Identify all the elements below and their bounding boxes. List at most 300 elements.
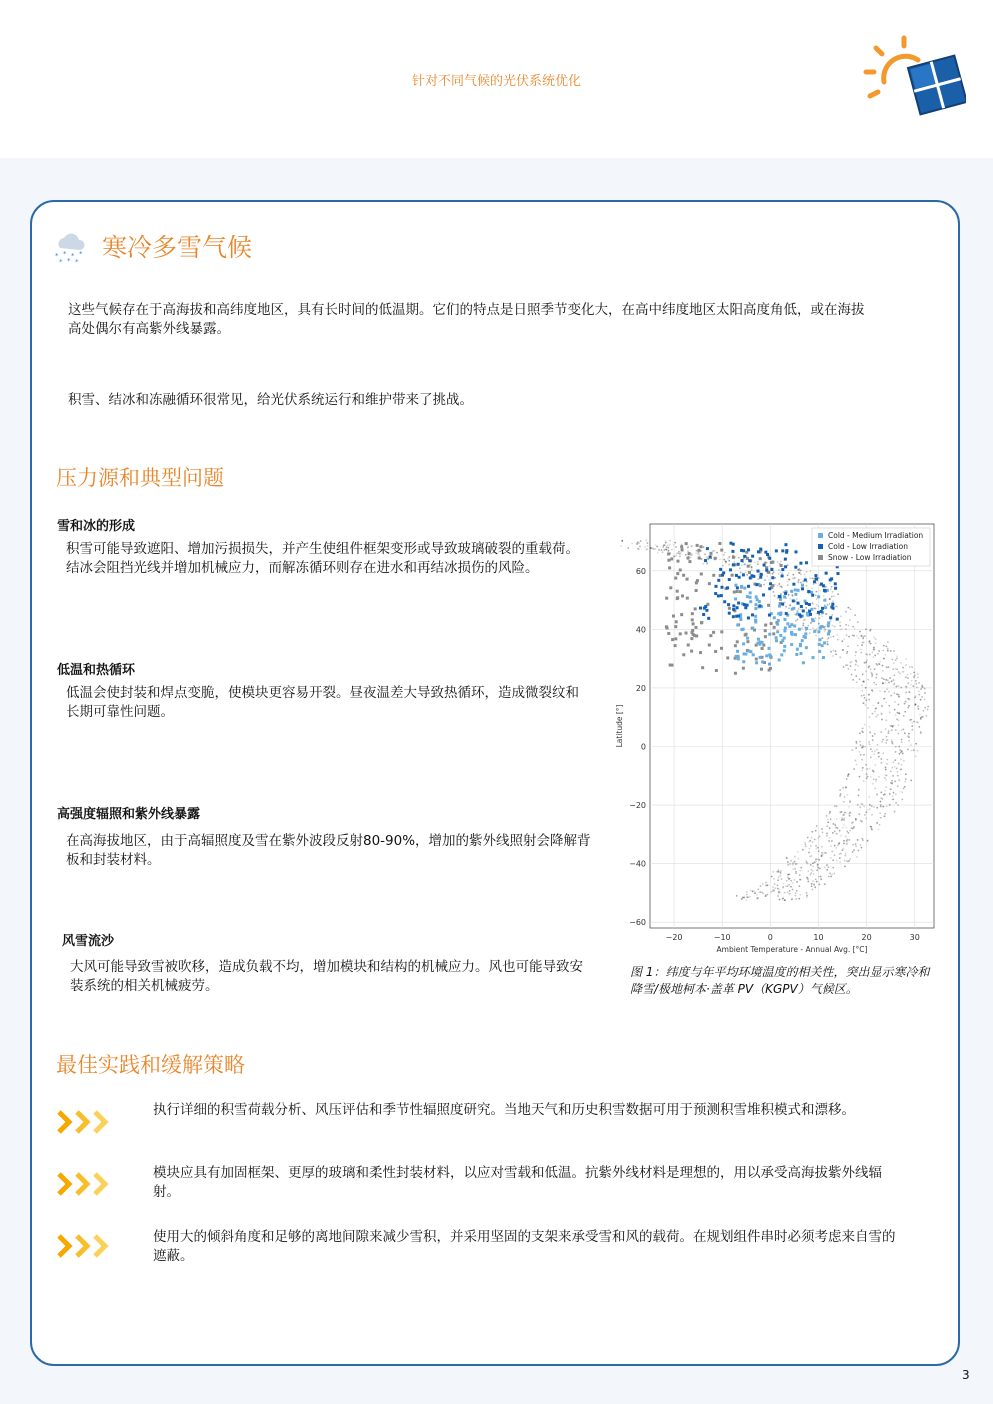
ridge-point	[901, 751, 903, 753]
snow-low-point	[674, 577, 677, 580]
ridge-point	[780, 593, 782, 595]
ridge-point	[889, 677, 891, 679]
cold-low-point	[809, 613, 812, 616]
ridge-point	[818, 623, 820, 625]
snow-low-point	[665, 625, 668, 628]
snow-low-point	[761, 647, 764, 650]
ridge-point	[728, 560, 730, 562]
ridge-point	[829, 603, 831, 605]
ridge-point	[867, 809, 869, 811]
snow-low-point	[675, 620, 678, 623]
ridge-point	[834, 831, 836, 833]
ridge-point	[656, 546, 658, 548]
cold-low-point	[699, 607, 702, 610]
ridge-point	[837, 827, 839, 829]
ridge-point	[829, 827, 831, 829]
cold-medium-point	[749, 591, 752, 594]
ridge-point	[879, 824, 881, 826]
ridge-point	[676, 552, 678, 554]
ridge-point	[759, 891, 761, 893]
cold-low-point	[729, 568, 732, 571]
ridge-point	[888, 732, 890, 734]
ridge-point	[883, 794, 885, 796]
ridge-point	[823, 595, 825, 597]
cold-low-point	[751, 613, 754, 616]
ridge-point	[814, 861, 816, 863]
ridge-point	[792, 889, 794, 891]
ridge-point	[794, 895, 796, 897]
ridge-point	[836, 833, 838, 835]
ridge-point	[815, 860, 817, 862]
ridge-point	[860, 648, 862, 650]
ridge-point	[867, 776, 869, 778]
ridge-point	[893, 725, 895, 727]
ridge-point	[921, 696, 923, 698]
ridge-point	[890, 782, 892, 784]
cold-medium-point	[811, 656, 814, 659]
ridge-point	[789, 890, 791, 892]
ridge-point	[865, 699, 867, 701]
ridge-point	[803, 622, 805, 624]
ridge-point	[787, 885, 789, 887]
snow-low-point	[686, 597, 689, 600]
ridge-point	[896, 767, 898, 769]
ridge-point	[885, 719, 887, 721]
ridge-point	[883, 678, 885, 680]
ridge-point	[816, 591, 818, 593]
cold-low-point	[704, 605, 707, 608]
snow-low-point	[667, 552, 670, 555]
ridge-point	[639, 546, 641, 548]
ridge-point	[915, 755, 917, 757]
ridge-point	[782, 591, 784, 593]
ridge-point	[855, 845, 857, 847]
ridge-point	[846, 778, 848, 780]
ridge-point	[868, 796, 870, 798]
ridge-point	[875, 781, 877, 783]
ridge-point	[795, 620, 797, 622]
ridge-point	[869, 732, 871, 734]
cold-medium-point	[780, 653, 783, 656]
ridge-point	[857, 645, 859, 647]
cold-medium-point	[781, 639, 784, 642]
snow-low-point	[728, 607, 731, 610]
ridge-point	[863, 805, 865, 807]
ridge-point	[858, 794, 860, 796]
ridge-point	[800, 569, 802, 571]
ridge-point	[881, 719, 883, 721]
ridge-point	[885, 742, 887, 744]
ridge-point	[743, 564, 745, 566]
ridge-point	[859, 678, 861, 680]
cold-low-point	[747, 585, 750, 588]
ridge-point	[750, 889, 752, 891]
cold-low-point	[728, 578, 731, 581]
ridge-point	[761, 891, 763, 893]
ridge-point	[855, 651, 857, 653]
ridge-point	[818, 614, 820, 616]
ridge-point	[895, 802, 897, 804]
cold-low-point	[732, 615, 735, 618]
snow-low-point	[773, 626, 776, 629]
ridge-point	[780, 870, 782, 872]
ridge-point	[832, 832, 834, 834]
ridge-point	[777, 585, 779, 587]
ridge-point	[809, 856, 811, 858]
cold-low-point	[792, 599, 795, 602]
ridge-point	[859, 806, 861, 808]
cold-medium-point	[783, 595, 786, 598]
ridge-point	[872, 690, 874, 692]
snow-low-point	[699, 545, 702, 548]
ridge-point	[800, 582, 802, 584]
snow-low-point	[770, 561, 773, 564]
ridge-point	[872, 713, 874, 715]
ridge-point	[738, 557, 740, 559]
ridge-point	[812, 870, 814, 872]
ridge-point	[840, 793, 842, 795]
ridge-point	[701, 558, 703, 560]
ridge-point	[877, 653, 879, 655]
ridge-point	[802, 624, 804, 626]
cold-low-point	[765, 569, 768, 572]
ridge-point	[865, 818, 867, 820]
snow-low-point	[676, 560, 679, 563]
ridge-point	[811, 883, 813, 885]
cold-medium-point	[822, 656, 825, 659]
cold-medium-point	[776, 623, 779, 626]
ridge-point	[875, 779, 877, 781]
ridge-point	[898, 719, 900, 721]
cold-low-point	[757, 550, 760, 553]
ridge-point	[797, 619, 799, 621]
ridge-point	[843, 666, 845, 668]
cold-medium-point	[799, 644, 802, 647]
ridge-point	[757, 563, 759, 565]
ridge-point	[851, 674, 853, 676]
ridge-point	[913, 672, 915, 674]
ridge-point	[850, 827, 852, 829]
snow-low-point	[770, 622, 773, 625]
ridge-point	[885, 728, 887, 730]
cold-medium-point	[794, 593, 797, 596]
ridge-point	[794, 868, 796, 870]
ridge-point	[795, 892, 797, 894]
ridge-point	[861, 644, 863, 646]
ridge-point	[811, 855, 813, 857]
chevron-arrows-icon	[55, 1170, 117, 1198]
ridge-point	[824, 631, 826, 633]
ridge-point	[879, 661, 881, 663]
cold-low-point	[830, 606, 833, 609]
cold-medium-point	[778, 658, 781, 661]
ridge-point	[645, 549, 647, 551]
x-tick-label: 0	[767, 933, 773, 942]
stressor-heading: 低温和热循环	[57, 663, 136, 678]
cold-low-point	[799, 615, 802, 618]
cold-low-point	[755, 583, 758, 586]
ridge-point	[915, 683, 917, 685]
ridge-point	[910, 779, 912, 781]
ridge-point	[787, 861, 789, 863]
ridge-point	[874, 787, 876, 789]
ridge-point	[867, 679, 869, 681]
ridge-point	[875, 683, 877, 685]
ridge-point	[836, 805, 838, 807]
ridge-point	[880, 731, 882, 733]
ridge-point	[810, 570, 812, 572]
cold-low-point	[808, 603, 811, 606]
ridge-point	[907, 706, 909, 708]
ridge-point	[832, 823, 834, 825]
ridge-point	[792, 862, 794, 864]
ridge-point	[917, 677, 919, 679]
ridge-point	[852, 626, 854, 628]
ridge-point	[854, 655, 856, 657]
ridge-point	[887, 648, 889, 650]
ridge-point	[860, 754, 862, 756]
ridge-point	[812, 865, 814, 867]
cold-medium-point	[734, 584, 737, 587]
ridge-point	[846, 634, 848, 636]
ridge-point	[868, 741, 870, 743]
ridge-point	[799, 894, 801, 896]
ridge-point	[864, 635, 866, 637]
ridge-point	[789, 878, 791, 880]
ridge-point	[647, 545, 649, 547]
ridge-point	[856, 764, 858, 766]
ridge-point	[869, 654, 871, 656]
cold-low-point	[731, 550, 734, 553]
ridge-point	[911, 680, 913, 682]
ridge-point	[877, 714, 879, 716]
practice-text: 使用大的倾斜角度和足够的离地间隙来减少雪积，并采用坚固的支架来承受雪和风的载荷。在规划组件串时必须考虑来自雪的遮蔽。	[153, 1229, 896, 1264]
ridge-point	[835, 827, 837, 829]
ridge-point	[870, 672, 872, 674]
ridge-point	[873, 806, 875, 808]
ridge-point	[859, 732, 861, 734]
ridge-point	[892, 775, 894, 777]
ridge-point	[805, 571, 807, 573]
ridge-point	[816, 825, 818, 827]
cold-low-point	[705, 609, 708, 612]
ridge-point	[806, 585, 808, 587]
cold-medium-point	[783, 645, 786, 648]
ridge-point	[898, 779, 900, 781]
ridge-point	[857, 839, 859, 841]
stressor-text: 低温会使封装和焊点变脆，使模块更容易开裂。昼夜温差大导致热循环，造成微裂纹和长期可靠性问题。	[66, 685, 579, 720]
ridge-point	[723, 559, 725, 561]
ridge-point	[807, 863, 809, 865]
ridge-point	[787, 864, 789, 866]
stressor-text: 大风可能导致雪被吹移，造成负载不均，增加模块和结构的机械应力。风也可能导致安装系统的相关机械疲劳。	[70, 959, 583, 994]
ridge-point	[904, 732, 906, 734]
ridge-point	[897, 775, 899, 777]
ridge-point	[898, 746, 900, 748]
ridge-point	[864, 814, 866, 816]
ridge-point	[749, 896, 751, 898]
ridge-point	[907, 682, 909, 684]
ridge-point	[904, 703, 906, 705]
cold-medium-point	[751, 627, 754, 630]
ridge-point	[668, 550, 670, 552]
cold-low-point	[704, 559, 707, 562]
ridge-point	[905, 691, 907, 693]
cold-medium-point	[743, 587, 746, 590]
ridge-point	[845, 624, 847, 626]
ridge-point	[819, 836, 821, 838]
ridge-point	[841, 640, 843, 642]
ridge-point	[895, 668, 897, 670]
cold-low-point	[834, 582, 837, 585]
ridge-point	[875, 677, 877, 679]
ridge-point	[782, 886, 784, 888]
snow-low-point	[698, 556, 701, 559]
ridge-point	[706, 563, 708, 565]
snow-low-point	[780, 564, 783, 567]
ridge-point	[784, 892, 786, 894]
ridge-point	[890, 788, 892, 790]
y-tick-label: 0	[640, 742, 646, 752]
ridge-point	[813, 583, 815, 585]
ridge-point	[663, 549, 665, 551]
ridge-point	[892, 761, 894, 763]
ridge-point	[858, 789, 860, 791]
ridge-point	[905, 686, 907, 688]
svg-text:*: *	[55, 252, 59, 260]
ridge-point	[833, 873, 835, 875]
ridge-point	[824, 883, 826, 885]
cold-low-point	[746, 604, 749, 607]
ridge-point	[788, 578, 790, 580]
ridge-point	[777, 895, 779, 897]
ridge-point	[867, 707, 869, 709]
cold-low-point	[829, 578, 832, 581]
cold-medium-point	[776, 630, 779, 633]
ridge-point	[772, 886, 774, 888]
ridge-point	[821, 616, 823, 618]
ridge-point	[871, 750, 873, 752]
cold-low-point	[784, 565, 787, 568]
ridge-point	[807, 837, 809, 839]
ridge-point	[862, 839, 864, 841]
ridge-point	[782, 897, 784, 899]
ridge-point	[886, 759, 888, 761]
ridge-point	[859, 741, 861, 743]
cold-low-point	[804, 578, 807, 581]
ridge-point	[739, 567, 741, 569]
ridge-point	[885, 786, 887, 788]
ridge-point	[861, 684, 863, 686]
stressor-heading: 雪和冰的形成	[57, 519, 136, 534]
cold-low-point	[768, 557, 771, 560]
ridge-point	[836, 606, 838, 608]
ridge-point	[832, 859, 834, 861]
ridge-point	[784, 899, 786, 901]
cold-medium-point	[769, 655, 772, 658]
ridge-point	[849, 858, 851, 860]
ridge-point	[812, 889, 814, 891]
ridge-point	[880, 758, 882, 760]
cold-medium-point	[791, 608, 794, 611]
ridge-point	[847, 607, 849, 609]
ridge-point	[827, 604, 829, 606]
ridge-point	[880, 801, 882, 803]
ridge-point	[687, 547, 689, 549]
ridge-point	[839, 861, 841, 863]
ridge-point	[916, 750, 918, 752]
ridge-point	[884, 815, 886, 817]
snow-low-point	[714, 650, 717, 653]
ridge-point	[828, 876, 830, 878]
ridge-point	[809, 632, 811, 634]
ridge-point	[925, 715, 927, 717]
ridge-point	[875, 764, 877, 766]
ridge-point	[849, 830, 851, 832]
ridge-point	[741, 898, 743, 900]
cold-low-point	[829, 616, 832, 619]
ridge-point	[864, 697, 866, 699]
ridge-point	[856, 742, 858, 744]
cold-low-point	[784, 558, 787, 561]
ridge-point	[917, 705, 919, 707]
ridge-point	[866, 840, 868, 842]
ridge-point	[873, 646, 875, 648]
ridge-point	[787, 574, 789, 576]
ridge-point	[778, 573, 780, 575]
y-tick-label: 40	[635, 625, 646, 635]
ridge-point	[873, 656, 875, 658]
ridge-point	[806, 892, 808, 894]
ridge-point	[840, 615, 842, 617]
ridge-point	[740, 572, 742, 574]
ridge-point	[765, 895, 767, 897]
ridge-point	[861, 747, 863, 749]
ridge-point	[798, 898, 800, 900]
ridge-point	[818, 859, 820, 861]
snow-low-point	[682, 574, 685, 577]
ridge-point	[667, 547, 669, 549]
ridge-point	[843, 848, 845, 850]
ridge-point	[875, 642, 877, 644]
ridge-point	[774, 595, 776, 597]
ridge-point	[658, 549, 660, 551]
ridge-point	[896, 693, 898, 695]
ridge-point	[774, 577, 776, 579]
cold-medium-point	[754, 603, 757, 606]
snow-low-point	[695, 634, 698, 637]
practices-title: 最佳实践和缓解策略	[56, 1053, 245, 1077]
cold-medium-point	[775, 636, 778, 639]
cold-medium-point	[801, 639, 804, 642]
snow-low-point	[712, 631, 715, 634]
ridge-point	[810, 629, 812, 631]
ridge-point	[719, 559, 721, 561]
ridge-point	[901, 764, 903, 766]
cold-medium-point	[737, 657, 740, 660]
ridge-point	[821, 854, 823, 856]
ridge-point	[816, 869, 818, 871]
ridge-point	[827, 866, 829, 868]
ridge-point	[862, 636, 864, 638]
ridge-point	[870, 643, 872, 645]
cold-medium-point	[779, 598, 782, 601]
cold-low-point	[744, 606, 747, 609]
ridge-point	[762, 883, 764, 885]
ridge-point	[876, 822, 878, 824]
snow-low-point	[679, 632, 682, 635]
ridge-point	[902, 753, 904, 755]
